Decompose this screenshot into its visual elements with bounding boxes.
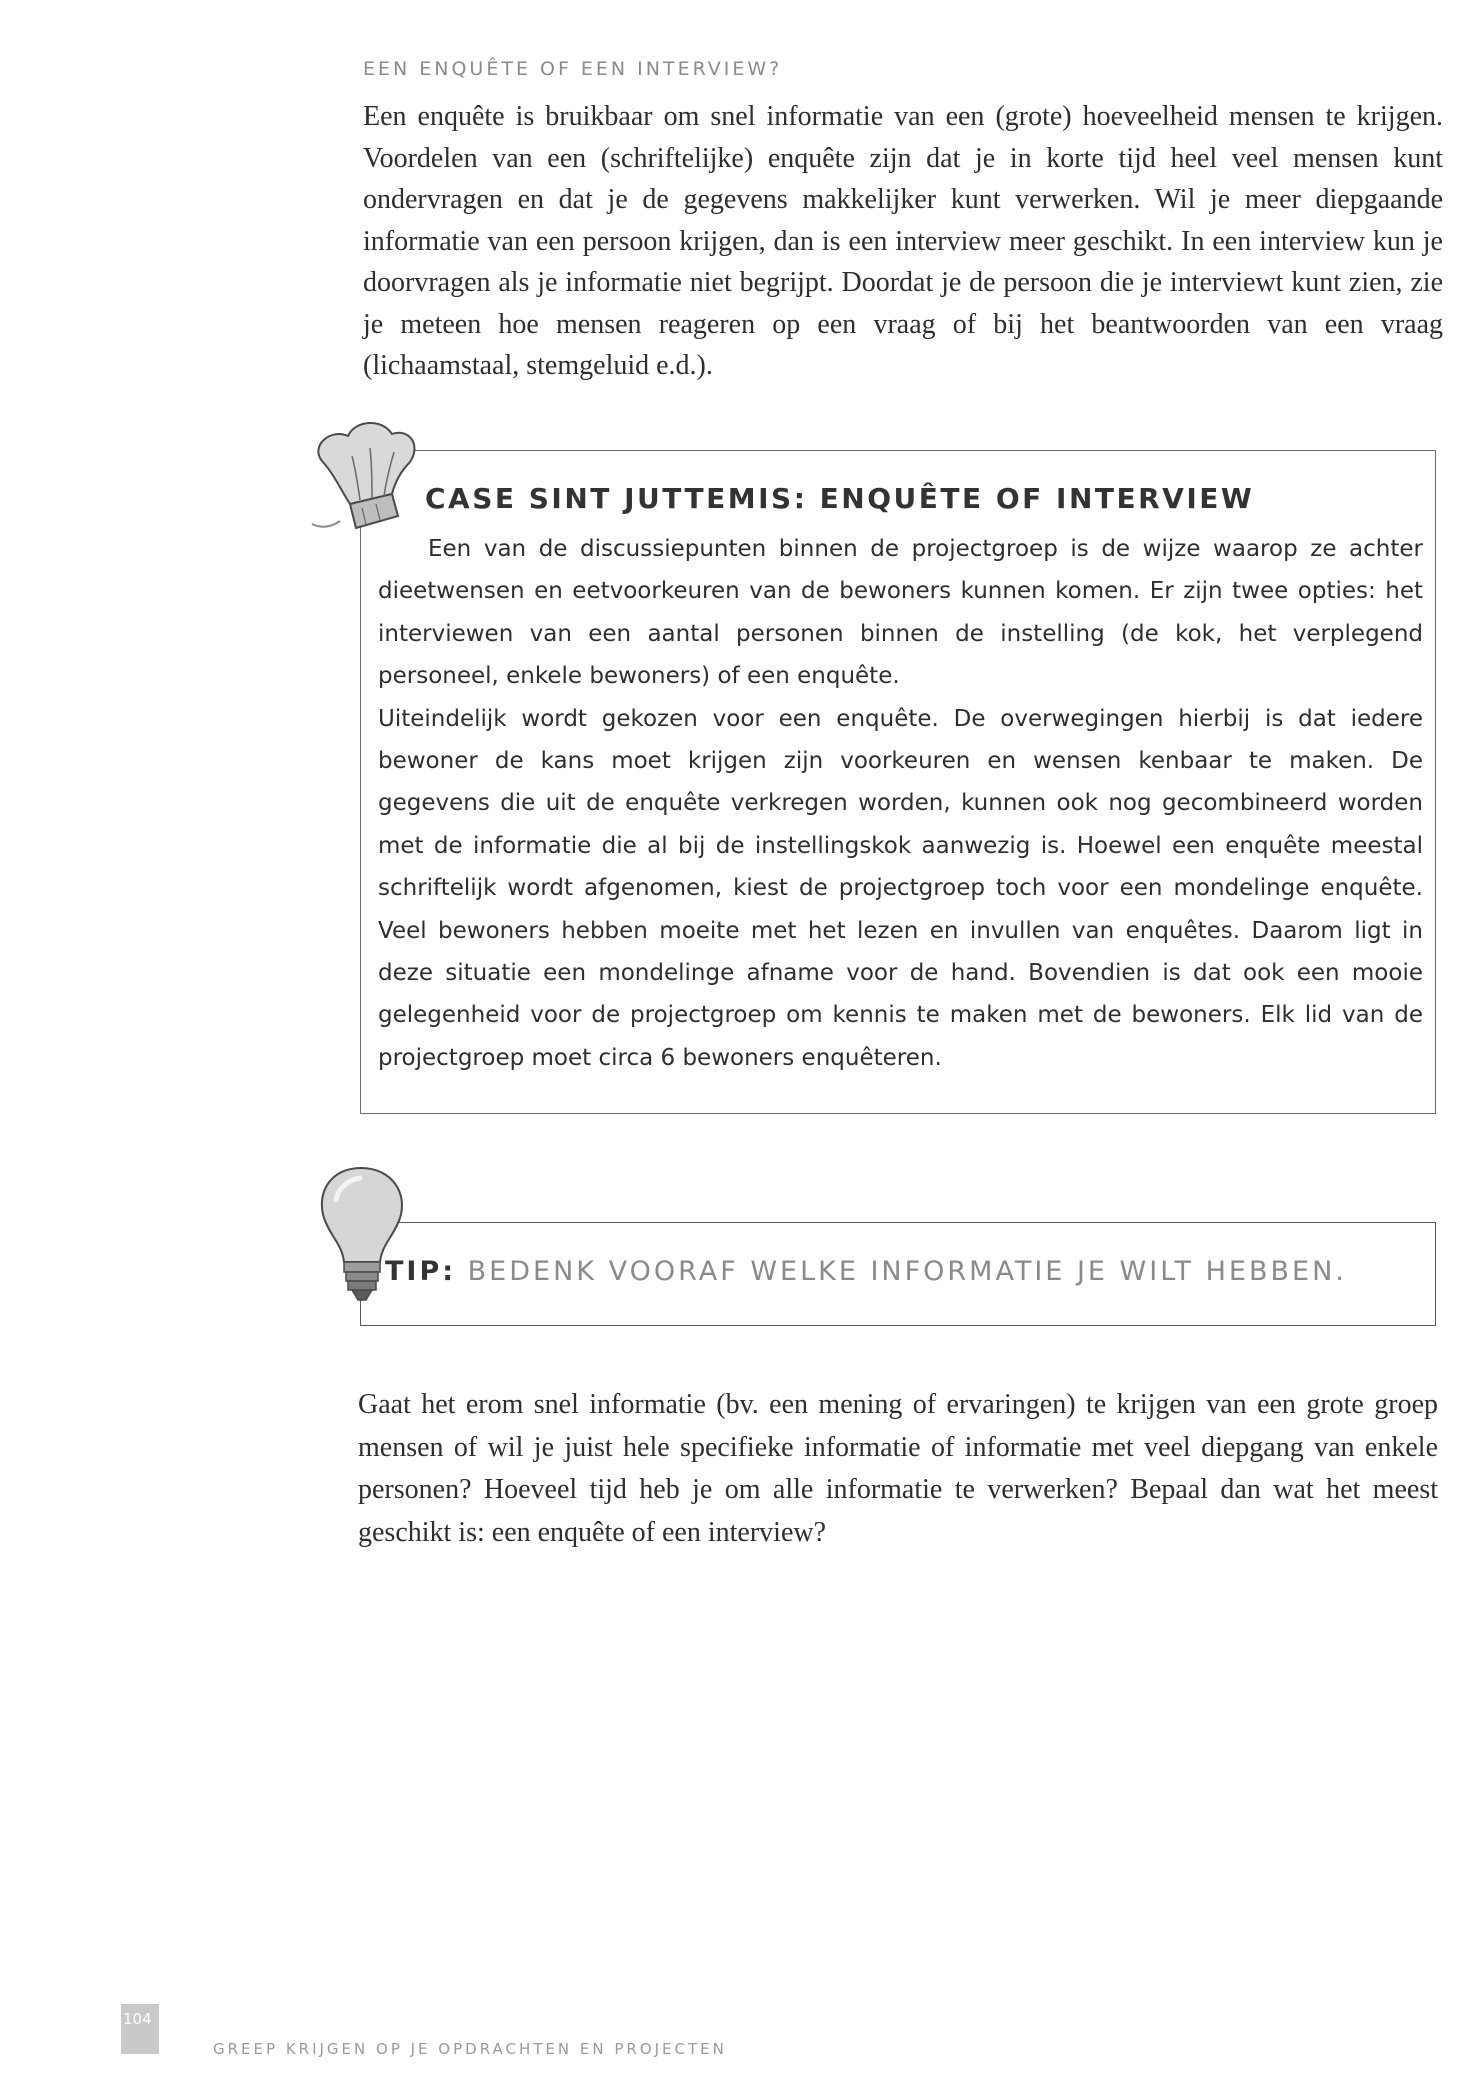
case-title: CASE SINT JUTTEMIS: ENQUÊTE OF INTERVIEW [425,482,1255,515]
lightbulb-icon [306,1160,416,1310]
tip-content: BEDENK VOORAF WELKE INFORMATIE JE WILT HEBBEN. [467,1256,1347,1287]
tip-text [385,1256,1347,1287]
tip-label: TIP: [385,1256,457,1287]
intro-paragraph: Een enquête is bruikbaar om snel informatie van een (grote) hoeveelheid mensen te krijgen. Voordelen van een (schriftelijke) enquête zijn dat je in korte tijd heel veel mensen kunt ondervragen en dat je de gegevens makkelijker kunt verwerken. Wil je meer diepgaande informatie van een persoon krijgen, dan is een interview meer geschikt. In een interview kun je doorvragen als je informatie niet begrijpt. Doordat je de persoon die je interviewt kunt zien, zie je meteen hoe mensen reageren op een vraag of bij het beantwoorden van een vraag (lichaamstaal, stemgeluid e.d.). [363,101,1443,381]
chef-hat-icon [300,416,430,546]
running-footer: GREEP KRIJGEN OP JE OPDRACHTEN EN PROJECTEN [213,2040,727,2058]
page-number: 104 [123,2010,152,2028]
case-paragraph-2: Uiteindelijk wordt gekozen voor een enquête. De overwegingen hierbij is dat iedere bewoner de kans moet krijgen zijn voorkeuren en wensen kenbaar te maken. De gegevens die uit de enquête verkregen worden, kunnen ook nog gecombineerd worden met de informatie die al bij de instellingskok aanwezig is. Hoewel een enquête meestal schriftelijk wordt afgenomen, kiest de projectgroep toch voor een mondelinge enquête. Veel bewoners hebben moeite met het lezen en invullen van enquêtes. Daarom ligt in deze situatie een mondelinge afname voor de hand. Bovendien is dat ook een mooie gelegenheid voor de projectgroep om kennis te maken met de bewoners. Elk lid van de projectgroep moet circa 6 bewoners enquêteren. [378,705,1423,1071]
case-body [378,528,1423,1079]
closing-paragraph: Gaat het erom snel informatie (bv. een mening of ervaringen) te krijgen van een grote groep mensen of wil je juist hele specifieke informatie of informatie met veel diepgang van enkele personen? Hoeveel tijd heb je om alle informatie te verwerken? Bepaal dan wat het meest geschikt is: een enquête of een interview? [358,1389,1438,1548]
section-heading: EEN ENQUÊTE OF EEN INTERVIEW? [363,58,783,80]
case-paragraph-1: Een van de discussiepunten binnen de projectgroep is de wijze waarop ze achter dieetwensen en eetvoorkeuren van de bewoners kunnen komen. Er zijn twee opties: het interviewen van een aantal personen binnen de instelling (de kok, het verplegend personeel, enkele bewoners) of een enquête. [378,536,1423,690]
